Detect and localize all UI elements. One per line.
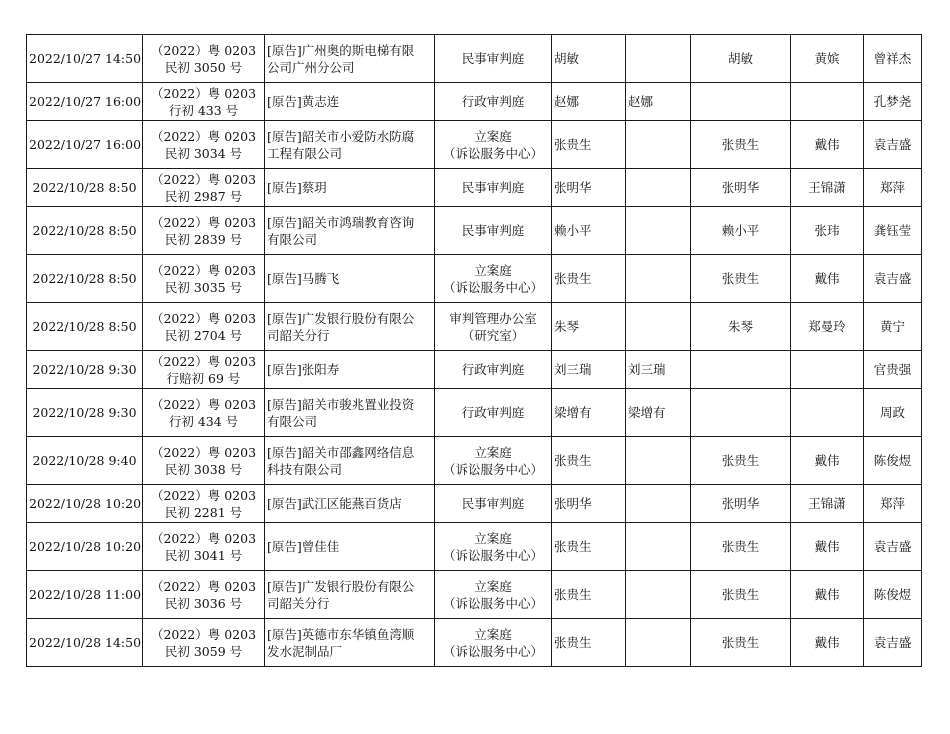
case-line: 民初 2839 号 [164,231,243,247]
court-line: （诉讼服务中心） [442,279,543,295]
party-line: 科技有限公司 [267,461,343,477]
department-cell [435,207,552,255]
case-line: 民初 3050 号 [164,59,243,75]
case-line: （2022）粤 0203 [150,42,257,58]
clerk-cell: 孔梦尧 [864,83,922,121]
sole-judge-cell [626,485,691,523]
sole-judge-cell [626,121,691,169]
panel-member-cell: 戴伟 [791,619,864,667]
party-line: [原告]张阳寿 [267,362,340,377]
panel-member-cell: 黄嫔 [791,35,864,83]
case-number-cell [143,523,265,571]
clerk-cell: 袁吉盛 [864,255,922,303]
court-line: 立案庭 [474,128,512,144]
party-cell [265,35,435,83]
sole-judge-cell: 刘三瑞 [626,351,691,389]
table-row [27,121,922,169]
case-line: 民初 2704 号 [164,327,243,343]
judge-cell: 张明华 [552,485,626,523]
presiding-judge-cell: 张贵生 [691,437,791,485]
court-line: 行政审判庭 [461,362,525,377]
presiding-judge-cell: 朱琴 [691,303,791,351]
court-line: 民事审判庭 [461,180,525,195]
hearing-time-cell: 2022/10/28 10:20 [27,485,143,523]
court-line: 民事审判庭 [461,223,525,238]
panel-member-cell: 王锦潇 [791,485,864,523]
judge-cell: 朱琴 [552,303,626,351]
party-line: [原告]韶关市小爱防水防腐 [267,128,415,144]
panel-member-cell: 戴伟 [791,571,864,619]
panel-member-cell [791,83,864,121]
case-line: （2022）粤 0203 [150,310,257,326]
case-number-cell [143,35,265,83]
case-number-cell [143,389,265,437]
department-cell [435,485,552,523]
party-line: 公司广州分公司 [267,59,355,75]
case-number-cell [143,255,265,303]
judge-cell: 张贵生 [552,571,626,619]
case-number-cell [143,83,265,121]
hearing-time-cell: 2022/10/27 16:00 [27,121,143,169]
hearing-time-cell: 2022/10/28 9:30 [27,351,143,389]
court-line: 行政审判庭 [461,94,525,109]
party-line: [原告]英德市东华镇鱼湾顺 [267,626,415,642]
case-line: （2022）粤 0203 [150,487,257,503]
department-cell [435,303,552,351]
party-cell [265,169,435,207]
party-line: 司韶关分行 [267,595,330,611]
court-line: 审判管理办公室 [449,310,537,326]
sole-judge-cell: 赵娜 [626,83,691,121]
party-line: [原告]韶关市鸿瑞教育咨询 [267,214,415,230]
table-row [27,35,922,83]
presiding-judge-cell: 张贵生 [691,619,791,667]
clerk-cell: 陈俊煜 [864,437,922,485]
court-line: 行政审判庭 [461,405,525,420]
department-cell [435,35,552,83]
table-row [27,207,922,255]
party-cell [265,255,435,303]
presiding-judge-cell: 张明华 [691,485,791,523]
case-number-cell [143,619,265,667]
party-line: [原告]韶关市骏兆置业投资 [267,396,415,412]
case-line: （2022）粤 0203 [150,578,257,594]
panel-member-cell [791,351,864,389]
case-line: 民初 3035 号 [164,279,243,295]
hearing-time-cell: 2022/10/28 9:40 [27,437,143,485]
table-row [27,571,922,619]
court-line: （诉讼服务中心） [442,595,543,611]
case-number-cell [143,121,265,169]
clerk-cell: 袁吉盛 [864,619,922,667]
judge-cell: 梁增有 [552,389,626,437]
case-line: （2022）粤 0203 [150,396,257,412]
table-row [27,389,922,437]
party-line: [原告]武江区能燕百货店 [267,496,402,511]
department-cell [435,351,552,389]
court-line: 民事审判庭 [461,51,525,66]
case-line: 行赔初 69 号 [166,370,241,386]
panel-member-cell [791,389,864,437]
clerk-cell: 曾祥杰 [864,35,922,83]
clerk-cell: 郑萍 [864,485,922,523]
table-row [27,303,922,351]
sole-judge-cell [626,207,691,255]
party-cell [265,389,435,437]
presiding-judge-cell: 张贵生 [691,121,791,169]
case-line: （2022）粤 0203 [150,85,257,101]
party-line: 司韶关分行 [267,327,330,343]
case-line: （2022）粤 0203 [150,214,257,230]
presiding-judge-cell [691,83,791,121]
case-line: 行初 434 号 [168,413,239,429]
panel-member-cell: 戴伟 [791,255,864,303]
party-cell [265,571,435,619]
sole-judge-cell [626,303,691,351]
case-line: 民初 3034 号 [164,145,243,161]
presiding-judge-cell: 张贵生 [691,571,791,619]
judge-cell: 张明华 [552,169,626,207]
table-row [27,619,922,667]
case-number-cell [143,571,265,619]
hearing-time-cell: 2022/10/28 11:00 [27,571,143,619]
party-line: [原告]广发银行股份有限公 [267,578,415,594]
table-row [27,351,922,389]
hearing-time-cell: 2022/10/28 8:50 [27,255,143,303]
judge-cell: 赵娜 [552,83,626,121]
judge-cell: 刘三瑞 [552,351,626,389]
hearing-time-cell: 2022/10/28 8:50 [27,303,143,351]
judge-cell: 张贵生 [552,255,626,303]
clerk-cell: 龚钰莹 [864,207,922,255]
sole-judge-cell [626,437,691,485]
clerk-cell: 周政 [864,389,922,437]
judge-cell: 张贵生 [552,523,626,571]
table-row [27,485,922,523]
court-line: 民事审判庭 [461,496,525,511]
case-number-cell [143,169,265,207]
hearing-time-cell: 2022/10/28 8:50 [27,169,143,207]
table-row [27,437,922,485]
department-cell [435,619,552,667]
case-line: 民初 3041 号 [164,547,243,563]
judge-cell: 张贵生 [552,121,626,169]
party-cell [265,207,435,255]
panel-member-cell: 郑曼玲 [791,303,864,351]
party-line: [原告]广州奥的斯电梯有限 [267,42,415,58]
case-line: 民初 2987 号 [164,188,243,204]
party-line: 有限公司 [267,413,318,429]
department-cell [435,83,552,121]
case-line: （2022）粤 0203 [150,128,257,144]
party-cell [265,523,435,571]
panel-member-cell: 戴伟 [791,121,864,169]
table-row [27,523,922,571]
table-row [27,83,922,121]
case-line: （2022）粤 0203 [150,444,257,460]
department-cell [435,169,552,207]
table-row [27,169,922,207]
panel-member-cell: 张玮 [791,207,864,255]
court-line: 立案庭 [474,578,512,594]
presiding-judge-cell: 张明华 [691,169,791,207]
department-cell [435,523,552,571]
sole-judge-cell [626,619,691,667]
department-cell [435,571,552,619]
hearing-time-cell: 2022/10/28 9:30 [27,389,143,437]
department-cell [435,255,552,303]
party-line: [原告]黄志连 [267,94,340,109]
case-line: 民初 3059 号 [164,643,243,659]
table-row [27,255,922,303]
clerk-cell: 官贵强 [864,351,922,389]
case-line: （2022）粤 0203 [150,262,257,278]
hearing-time-cell: 2022/10/27 14:50 [27,35,143,83]
case-line: （2022）粤 0203 [150,171,257,187]
department-cell [435,121,552,169]
case-number-cell [143,207,265,255]
department-cell [435,437,552,485]
presiding-judge-cell [691,389,791,437]
court-line: （研究室） [461,327,525,343]
hearing-schedule-table [26,34,922,667]
case-number-cell [143,485,265,523]
hearing-time-cell: 2022/10/27 16:00 [27,83,143,121]
party-line: [原告]韶关市邵鑫网络信息 [267,444,415,460]
hearing-time-cell: 2022/10/28 8:50 [27,207,143,255]
presiding-judge-cell [691,351,791,389]
clerk-cell: 黄宁 [864,303,922,351]
case-line: （2022）粤 0203 [150,353,257,369]
sole-judge-cell [626,169,691,207]
department-cell [435,389,552,437]
clerk-cell: 袁吉盛 [864,121,922,169]
hearing-time-cell: 2022/10/28 14:50 [27,619,143,667]
sole-judge-cell [626,523,691,571]
party-line: 有限公司 [267,231,318,247]
party-line: [原告]曾佳佳 [267,539,340,554]
court-line: （诉讼服务中心） [442,461,543,477]
court-line: 立案庭 [474,626,512,642]
case-line: 民初 2281 号 [164,504,243,520]
hearing-time-cell: 2022/10/28 10:20 [27,523,143,571]
case-line: （2022）粤 0203 [150,530,257,546]
judge-cell: 张贵生 [552,437,626,485]
presiding-judge-cell: 张贵生 [691,523,791,571]
court-line: （诉讼服务中心） [442,145,543,161]
sole-judge-cell [626,255,691,303]
case-number-cell [143,437,265,485]
party-cell [265,437,435,485]
case-line: （2022）粤 0203 [150,626,257,642]
party-line: [原告]蔡玥 [267,180,327,195]
court-line: 立案庭 [474,444,512,460]
clerk-cell: 袁吉盛 [864,523,922,571]
presiding-judge-cell: 张贵生 [691,255,791,303]
sole-judge-cell [626,571,691,619]
party-line: 工程有限公司 [267,145,343,161]
party-cell [265,619,435,667]
case-line: 民初 3038 号 [164,461,243,477]
case-number-cell [143,303,265,351]
court-line: 立案庭 [474,262,512,278]
sole-judge-cell: 梁增有 [626,389,691,437]
presiding-judge-cell: 胡敏 [691,35,791,83]
judge-cell: 赖小平 [552,207,626,255]
court-line: 立案庭 [474,530,512,546]
case-line: 民初 3036 号 [164,595,243,611]
sole-judge-cell [626,35,691,83]
panel-member-cell: 戴伟 [791,523,864,571]
judge-cell: 胡敏 [552,35,626,83]
party-cell [265,485,435,523]
case-line: 行初 433 号 [168,102,239,118]
party-cell [265,83,435,121]
clerk-cell: 郑萍 [864,169,922,207]
table-body [27,35,922,667]
presiding-judge-cell: 赖小平 [691,207,791,255]
party-cell [265,121,435,169]
party-line: 发水泥制品厂 [267,643,343,659]
clerk-cell: 陈俊煜 [864,571,922,619]
panel-member-cell: 戴伟 [791,437,864,485]
judge-cell: 张贵生 [552,619,626,667]
court-line: （诉讼服务中心） [442,643,543,659]
party-line: [原告]马腾飞 [267,271,340,286]
court-line: （诉讼服务中心） [442,547,543,563]
party-cell [265,303,435,351]
panel-member-cell: 王锦潇 [791,169,864,207]
party-line: [原告]广发银行股份有限公 [267,310,415,326]
case-number-cell [143,351,265,389]
party-cell [265,351,435,389]
